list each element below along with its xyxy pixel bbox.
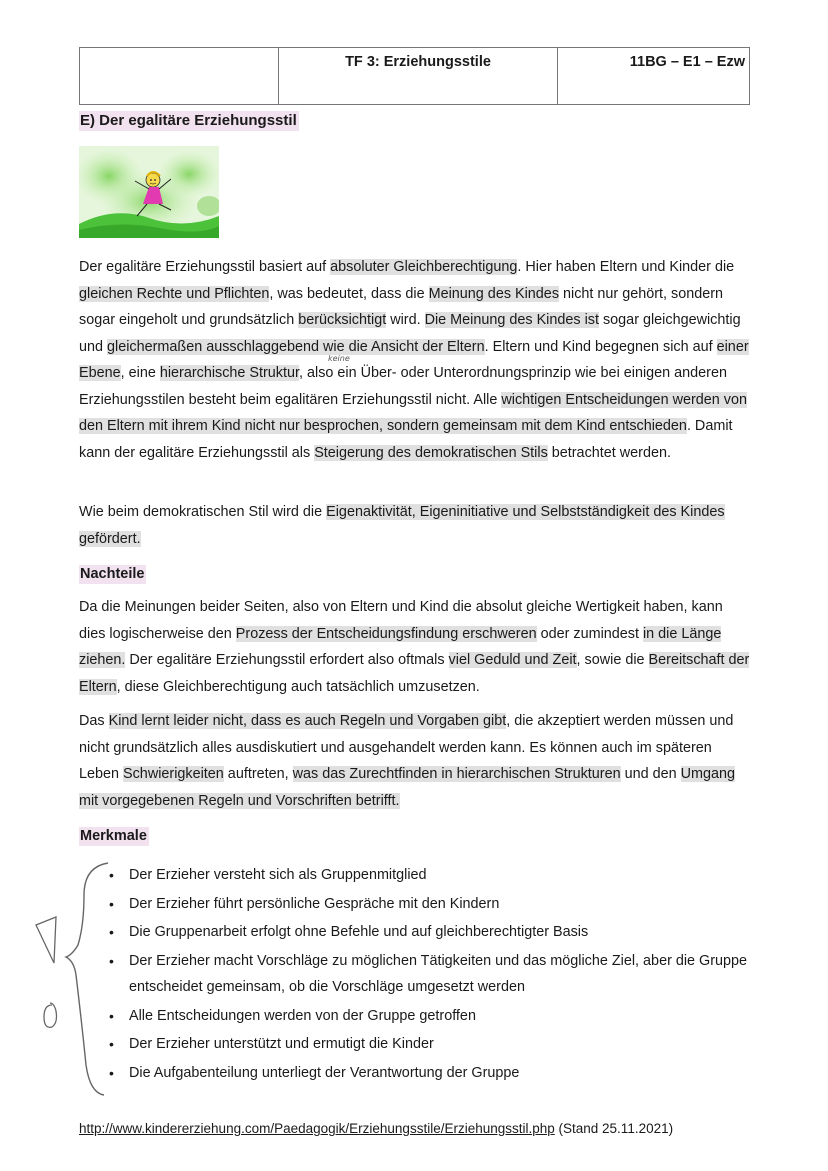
highlighted-phrase: Schwierigkeiten <box>123 766 224 782</box>
list-item: • Der Erzieher unterstützt und ermutigt die Kinder <box>79 1031 751 1058</box>
text-run: Das <box>79 713 109 729</box>
features-list <box>79 862 751 1086</box>
highlighted-phrase: wichtigen Entscheidungen werden von den Eltern mit ihrem Kind nicht nur besprochen, sondern gemeinsam mit dem Kind entschieden <box>79 391 747 434</box>
text-run: Da die Meinungen beider Seiten, also von Eltern und Kind die absolut gleiche Wertigkeit haben, kann dies logischerweise den <box>79 599 723 642</box>
header-left-cell <box>80 48 279 105</box>
text-run: , die akzeptiert werden müssen und nicht grundsätzlich alles ausdiskutiert und ausgehandelt werden kann. Es können auch im späteren Leben <box>79 713 734 782</box>
list-item: • Die Gruppenarbeit erfolgt ohne Befehle und auf gleichberechtigter Basis <box>79 919 751 946</box>
text-run: auftreten, <box>223 766 293 782</box>
handwritten-annotation: keine <box>328 354 350 363</box>
document-header <box>79 47 750 105</box>
features-list-wrapper <box>79 862 751 1088</box>
list-item: • Die Aufgabenteilung unterliegt der Verantwortung der Gruppe <box>79 1060 751 1087</box>
highlighted-phrase: Die Meinung des Kindes ist <box>424 312 599 328</box>
handwritten-bracket-scribble <box>26 855 126 1105</box>
highlighted-phrase: Steigerung des demokratischen Stils <box>314 444 548 461</box>
paragraph-intro <box>79 254 751 466</box>
highlighted-phrase: Umgang mit vorgegebenen Regeln und Vorschriften betrifft. <box>79 766 736 809</box>
highlighted-phrase: viel Geduld und Zeit <box>448 652 577 668</box>
paragraph-nachteile-1 <box>79 594 751 700</box>
list-item: • Der Erzieher versteht sich als Gruppenmitglied <box>79 862 751 889</box>
highlighted-phrase: gleichermaßen ausschlaggebend wie die Ansicht der Eltern <box>107 338 485 355</box>
highlighted-phrase: Prozess der Entscheidungsfindung erschweren <box>235 625 537 642</box>
source-date: (Stand 25.11.2021) <box>554 1121 674 1136</box>
text-run: und den <box>620 766 681 782</box>
list-item: • Alle Entscheidungen werden von der Gruppe getroffen <box>79 1003 751 1030</box>
highlighted-phrase: Bereitschaft der Eltern <box>79 652 750 695</box>
text-run: Wie beim demokratischen Stil wird die <box>79 504 327 520</box>
highlighted-phrase: in die Länge ziehen. <box>79 625 722 668</box>
highlighted-phrase: gleichen Rechte und Pflichten <box>79 285 270 302</box>
text-run: nicht nur gehört, sondern sogar eingeholt und grundsätzlich <box>79 285 724 328</box>
text-run: , also ein Über- oder Unterordnungsprinzip wie bei einigen anderen Erziehungsstilen besteht beim egalitären Erziehungsstil nicht. Alle <box>79 365 727 408</box>
subheading-nachteile: Nachteile <box>80 566 145 582</box>
text-run: Der egalitäre Erziehungsstil erfordert also oftmals <box>125 652 449 668</box>
highlighted-phrase: hierarchische Struktur <box>159 365 299 381</box>
header-topic: TF 3: Erziehungsstile <box>279 48 558 105</box>
highlighted-phrase: absoluter Gleichberechtigung <box>330 259 518 275</box>
header-course: 11BG – E1 – Ezw <box>558 48 750 105</box>
text-run: betrachtet werden. <box>547 444 671 461</box>
paragraph-nachteile-2 <box>79 708 751 814</box>
source-footer <box>79 1121 673 1136</box>
highlighted-phrase: Kind lernt leider nicht, dass es auch Regeln und Vorgaben gibt <box>108 713 507 729</box>
text-run: wird. <box>386 312 425 328</box>
text-run: , eine <box>120 365 160 381</box>
section-title: E) Der egalitäre Erziehungsstil <box>80 112 297 129</box>
paragraph-aktivitaet <box>79 499 751 552</box>
list-item: • Der Erzieher macht Vorschläge zu möglichen Tätigkeiten und das mögliche Ziel, aber die Gruppe entscheidet gemeinsam, ob die Vorschläge umgesetzt werden <box>79 948 751 1001</box>
highlighted-phrase: Eigenaktivität, Eigeninitiative und Selbstständigkeit des Kindes gefördert. <box>79 504 725 547</box>
highlighted-phrase: einer Ebene <box>79 338 749 381</box>
text-run: . Hier haben Eltern und Kinder die <box>517 259 735 275</box>
child-jumping-illustration <box>79 146 219 238</box>
text-run: , sowie die <box>576 652 649 668</box>
text-run: oder zumindest <box>536 625 643 642</box>
text-run: . Eltern und Kind begegnen sich auf <box>484 338 717 355</box>
text-run: . Damit kann der egalitäre Erziehungsstil als <box>79 418 733 461</box>
highlighted-phrase: was das Zurechtfinden in hierarchischen Strukturen <box>292 766 621 782</box>
list-item: • Der Erzieher führt persönliche Gespräche mit den Kindern <box>79 891 751 918</box>
source-link[interactable]: http://www.kindererziehung.com/Paedagogik/Erziehungsstile/Erziehungsstil.php <box>79 1121 555 1136</box>
highlighted-phrase: Meinung des Kindes <box>428 285 560 302</box>
highlighted-phrase: berücksichtigt <box>298 312 387 328</box>
subheading-merkmale: Merkmale <box>80 828 147 844</box>
text-run: , diese Gleichberechtigung auch tatsächlich umzusetzen. <box>116 678 480 695</box>
text-run: , was bedeutet, dass die <box>269 285 429 302</box>
text-run: sogar gleichgewichtig und <box>79 312 741 355</box>
text-run: Der egalitäre Erziehungsstil basiert auf <box>79 259 331 275</box>
